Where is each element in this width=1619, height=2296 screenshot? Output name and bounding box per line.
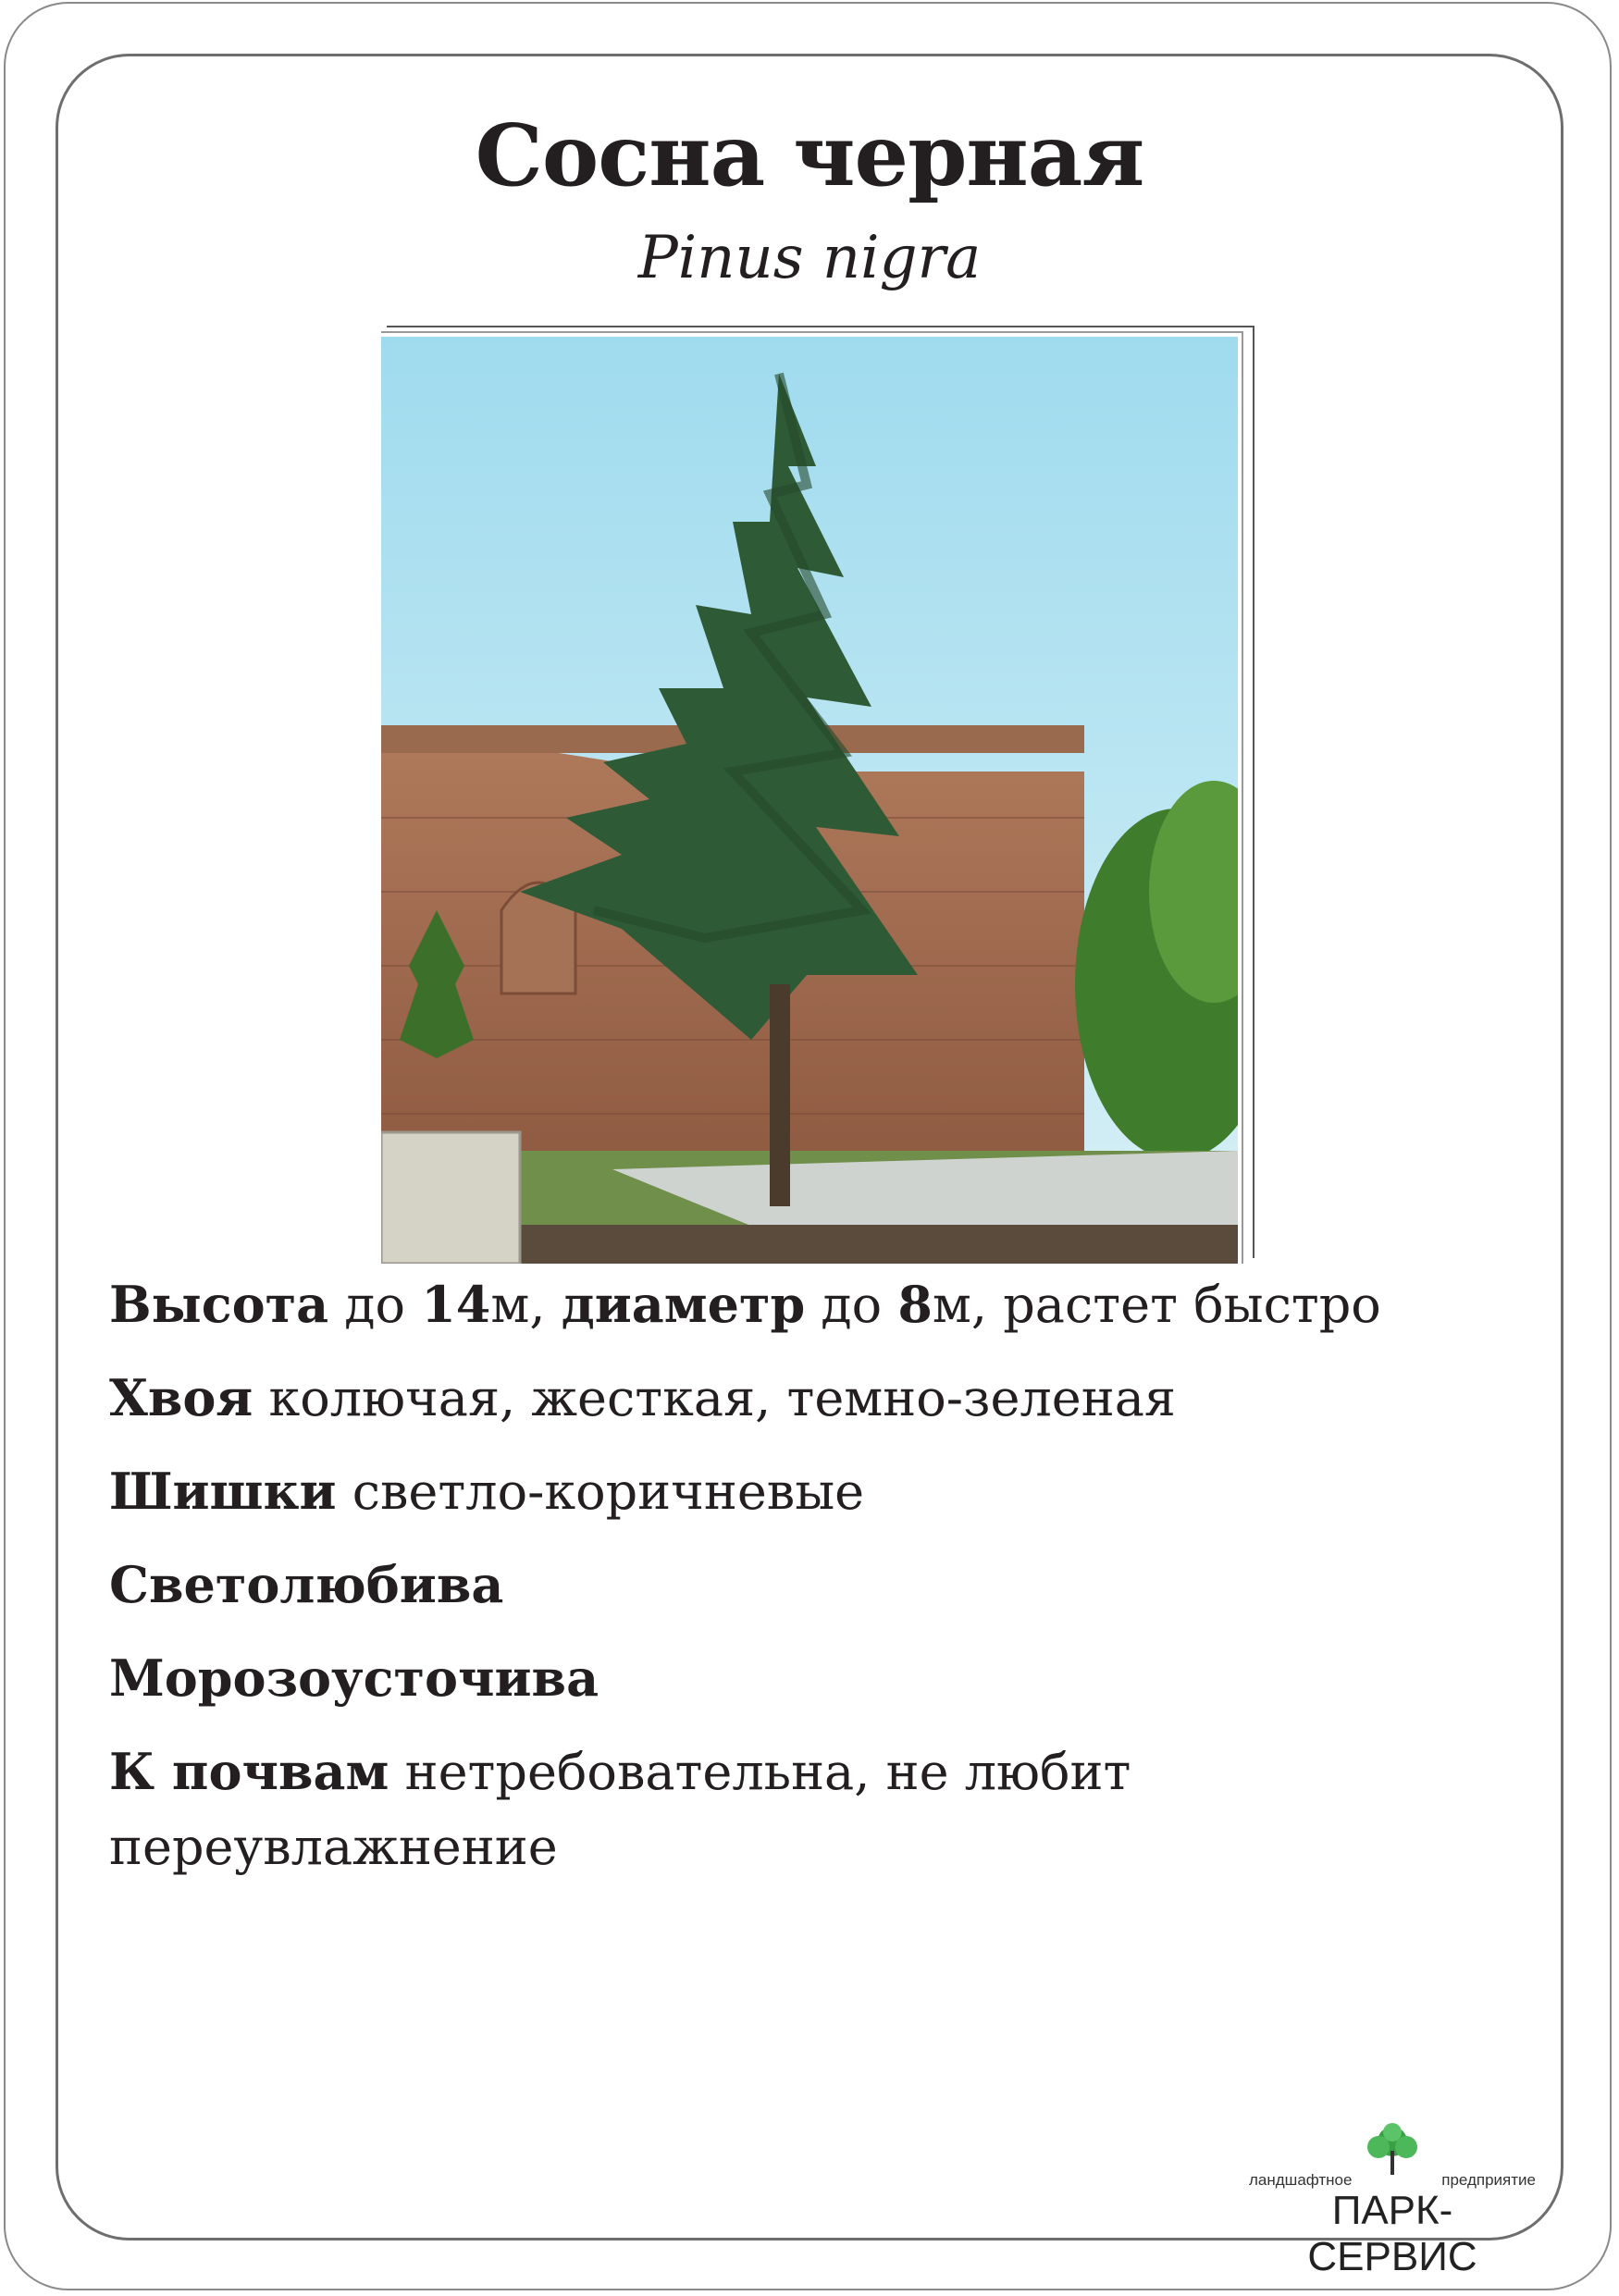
tree-logo-icon xyxy=(1360,2123,1425,2179)
card-title: Сосна черная xyxy=(475,105,1144,205)
fact-light xyxy=(109,1548,1497,1623)
fact-label: Шишки xyxy=(109,1462,337,1521)
fact-label: К почвам xyxy=(109,1742,389,1801)
tree-photo xyxy=(381,337,1238,1264)
fact-label: Высота xyxy=(109,1275,329,1334)
fact-soil: К почвам нетребовательна, не любит переувлажнение xyxy=(109,1742,1131,1876)
fact-label: Хвоя xyxy=(109,1368,253,1427)
fact-cones: Шишки светло-коричневые xyxy=(109,1462,865,1521)
fact-label: Морозоусточива xyxy=(109,1648,599,1708)
fact-frost xyxy=(109,1641,1497,1716)
fact-height-diameter: Высота до 14м, диаметр до 8м, растет быстро xyxy=(109,1275,1381,1334)
logo-tagline: ландшафтное предприятие xyxy=(1249,2171,1536,2189)
latin-name: Pinus nigra xyxy=(637,224,982,292)
facts-list xyxy=(109,1267,1497,1903)
fact-needles: Хвоя колючая, жесткая, темно-зеленая xyxy=(109,1368,1176,1427)
company-logo xyxy=(1249,2123,1536,2279)
logo-company-name: ПАРК-СЕРВИС xyxy=(1307,2188,1477,2279)
fact-label: Светолюбива xyxy=(109,1555,504,1614)
photo-frame xyxy=(381,326,1254,1264)
